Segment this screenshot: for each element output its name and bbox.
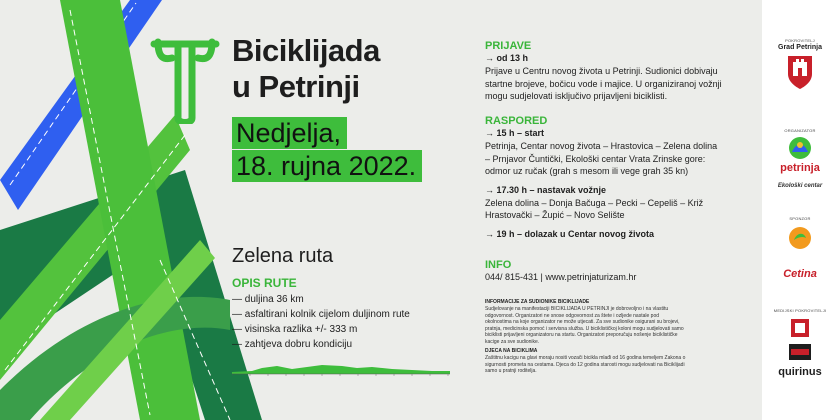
- sponsors-sidebar: [762, 0, 838, 420]
- prijave-heading: PRIJAVE: [485, 40, 532, 52]
- schedule-time: → 17.30 h – nastavak vožnje: [485, 184, 607, 195]
- prijave-time: → od 13 h: [485, 53, 529, 63]
- cetina-logo-text: Cetina: [783, 268, 817, 280]
- prijave-text-line: mogu sudjelovati isključivo prijavljeni biciklisti.: [485, 91, 668, 101]
- fine-text: Zaštitnu kacigu na glavi moraju nositi vozači bicikla mlađi od 16 godina temeljem Zakona o sigurnosti prometa na cestama. Djeca do 12 godina starosti mogu sudjelovati na Biciklijadi samo u pratnji roditelja.: [485, 355, 686, 374]
- route-item: — duljina 36 km: [232, 294, 304, 305]
- elevation-profile: [232, 354, 450, 378]
- pokrovitelj-label: POKROVITELJ: [785, 38, 815, 43]
- schedule-text: Petrinja, Centar novog života – Hrastovica – Zelena dolina: [485, 141, 718, 151]
- fine-text: Sudjelovanje na manifestaciji BICIKLIJADA U PETRINJI je dobrovoljno i na vlastitu odgovornost. Organizatori ne snose odgovornost za štete i ozljede nastale pod okolnostima na koje organizator ne može utjecati. Za sve sudionike osigurani su brojevi, pratnja, medicinska pomoć i servisna služba. U biciklističkoj koloni mogu sudjelovati samo biciklisti prijavljeni organizatoru na startu. Organizatori preporučuju nošenje biciklističke kacige za sve sudionike.: [485, 306, 684, 345]
- schedule-text: Zelena dolina – Donja Bačuga – Pecki – Cepeliš – Križ: [485, 197, 704, 208]
- schedule-text: Hrastovački – Župić – Novo Selište: [485, 210, 625, 220]
- info-section: [485, 259, 636, 284]
- quirinus-logo-text: quirinus: [778, 366, 822, 378]
- ekoloski-centar-logo: Ekološki centar: [777, 183, 823, 189]
- route-description-list: [232, 292, 410, 352]
- route-title: Zelena ruta: [232, 245, 334, 267]
- sponzor-label: SPONZOR: [789, 216, 811, 221]
- coat-of-arms-icon: [786, 54, 814, 90]
- event-date: [232, 117, 422, 183]
- prijave-text-line: startne brojeve, bočicu vode i majice. U organiziranoj vožnji: [485, 78, 722, 89]
- schedule-time: → 19 h – dolazak u Centar novog života: [485, 228, 655, 239]
- fine-heading: DJECA NA BICIKLIMA: [485, 348, 538, 354]
- schedule-text: – Prnjavor Čuntički, Ekološki centar Vrata Zrinske gore:: [485, 153, 706, 164]
- portal-logo-icon: [789, 344, 811, 360]
- route-item: — zahtjeva dobru kondiciju: [232, 339, 353, 350]
- schedule-text: odmor uz ručak (grah s mesom ili vege grah 35 kn): [485, 166, 689, 176]
- info-heading: INFO: [485, 259, 512, 271]
- raspored-section: [485, 115, 717, 241]
- raspored-heading: RASPORED: [485, 115, 548, 127]
- route-item: — asfaltirani kolnik cijelom duljinom rute: [232, 309, 410, 320]
- petrinja-logo-text: petrinja: [780, 162, 820, 174]
- sponsor-logo-icon: [788, 226, 812, 250]
- fine-heading: INFORMACIJE ZA SUDIONIKE BICIKLIJADE: [485, 299, 590, 305]
- route-item: — visinska razlika +/- 333 m: [232, 324, 358, 335]
- date-line-1: Nedjelja,: [232, 117, 347, 149]
- bicycle-handlebar-icon: [150, 38, 220, 124]
- grad-petrinja-name: Grad Petrinja: [778, 44, 822, 51]
- medijski-label: MEDIJSKI POKROVITELJI: [773, 308, 827, 313]
- prijave-text-line: Prijave u Centru novog života u Petrinji. Sudionici dobivaju: [485, 66, 718, 76]
- organizator-label: ORGANIZATOR: [784, 128, 816, 133]
- fine-print: [485, 299, 755, 378]
- info-text: 044/ 815-431 | www.petrinjaturizam.hr: [485, 272, 637, 282]
- media-logo-icon: [790, 318, 810, 338]
- title-line-1: Biciklijada: [232, 33, 380, 68]
- schedule-time: → 15 h – start: [485, 128, 545, 138]
- petrinja-tourism-logo-icon: [788, 136, 812, 160]
- event-title: [232, 33, 380, 105]
- prijave-section: [485, 40, 722, 103]
- date-line-2: 18. rujna 2022.: [232, 150, 422, 182]
- title-line-2: u Petrinji: [232, 69, 360, 104]
- route-description-heading: OPIS RUTE: [232, 276, 297, 290]
